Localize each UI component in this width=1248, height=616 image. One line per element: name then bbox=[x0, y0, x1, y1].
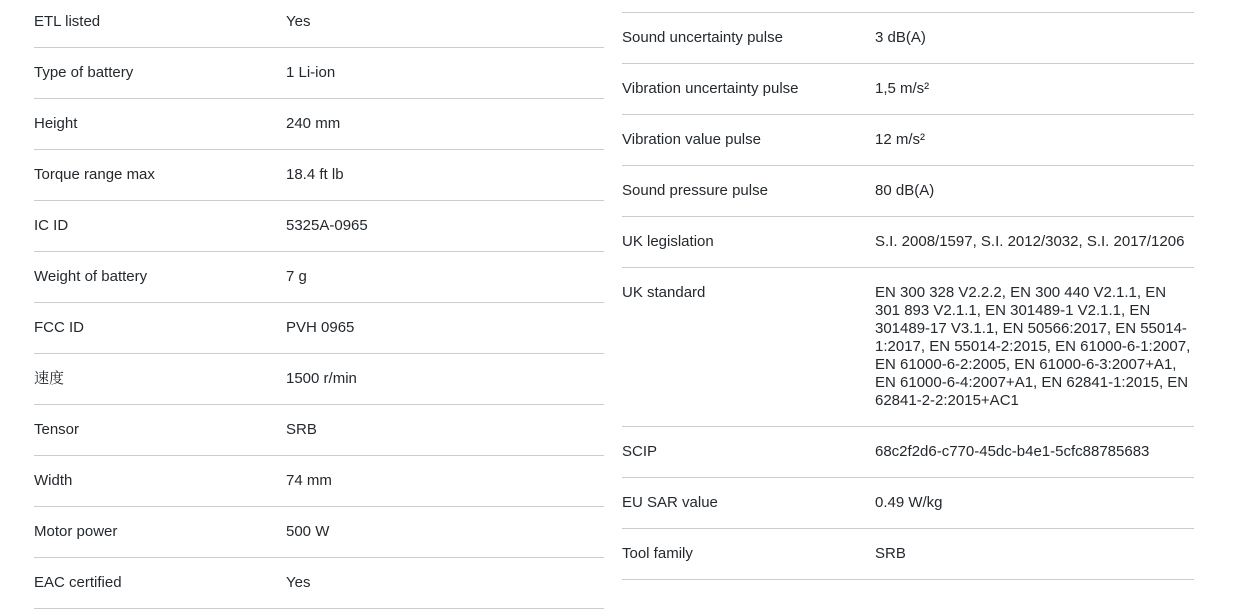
spec-row bbox=[34, 507, 604, 558]
spec-value: SRB bbox=[286, 421, 317, 438]
spec-value: 18.4 ft lb bbox=[286, 166, 344, 183]
spec-value: 1,5 m/s² bbox=[875, 80, 930, 97]
spec-row bbox=[34, 354, 604, 405]
spec-row bbox=[34, 405, 604, 456]
spec-label: Width bbox=[34, 472, 73, 489]
spec-label: 速度 bbox=[34, 370, 65, 387]
spec-label: IC ID bbox=[34, 217, 69, 234]
spec-row bbox=[34, 456, 604, 507]
spec-label: SCIP bbox=[622, 443, 658, 460]
spec-row bbox=[34, 48, 604, 99]
spec-value: 80 dB(A) bbox=[875, 182, 935, 199]
spec-label: Motor power bbox=[34, 523, 118, 540]
spec-label: Type of battery bbox=[34, 64, 134, 81]
spec-label: ETL listed bbox=[34, 13, 101, 30]
spec-value: 1 Li-ion bbox=[286, 64, 336, 81]
spec-label: Height bbox=[34, 115, 78, 132]
spec-value: 74 mm bbox=[286, 472, 332, 489]
spec-value: 5325A-0965 bbox=[286, 217, 368, 234]
spec-column-left bbox=[34, 0, 604, 609]
spec-value: SRB bbox=[875, 545, 906, 562]
spec-label: Tool family bbox=[622, 545, 693, 562]
spec-value: 0.49 W/kg bbox=[875, 494, 943, 511]
spec-value: 3 dB(A) bbox=[875, 29, 926, 46]
spec-label: EU SAR value bbox=[622, 494, 718, 511]
spec-row bbox=[622, 217, 1194, 268]
spec-value: 7 g bbox=[286, 268, 307, 285]
spec-row bbox=[622, 115, 1194, 166]
spec-value: EN 300 328 V2.2.2, EN 300 440 V2.1.1, EN 301 893 V2.1.1, EN 301489-1 V2.1.1, EN 301489-17 V3.1.1, EN 50566:2017, EN 55014-1:2017, EN 55014-2:2015, EN 61000-6-1:2007, EN 61000-6-2:2005, EN 61000-6-3:2007+A1, EN 61000-6-4:2007+A1, EN 62841-1:2015, EN 62841-2-2:2015+AC1 bbox=[875, 284, 1191, 409]
spec-value: Yes bbox=[286, 574, 311, 591]
spec-row bbox=[34, 303, 604, 354]
spec-row bbox=[622, 478, 1194, 529]
spec-value: S.I. 2008/1597, S.I. 2012/3032, S.I. 2017/1206 bbox=[875, 233, 1185, 250]
spec-label: Torque range max bbox=[34, 166, 155, 183]
spec-label: EAC certified bbox=[34, 574, 122, 591]
spec-label: Vibration value pulse bbox=[622, 131, 761, 148]
spec-label: Weight of battery bbox=[34, 268, 148, 285]
spec-value: 68c2f2d6-c770-45dc-b4e1-5cfc88785683 bbox=[875, 443, 1150, 460]
spec-label: Sound uncertainty pulse bbox=[622, 29, 783, 46]
spec-row bbox=[622, 529, 1194, 580]
spec-label: UK standard bbox=[622, 284, 706, 301]
spec-label: FCC ID bbox=[34, 319, 84, 336]
spec-value: 240 mm bbox=[286, 115, 341, 132]
spec-column-right bbox=[622, 12, 1194, 580]
spec-row bbox=[34, 201, 604, 252]
spec-label: Tensor bbox=[34, 421, 80, 438]
spec-row bbox=[34, 150, 604, 201]
spec-row bbox=[34, 252, 604, 303]
spec-row bbox=[34, 0, 604, 48]
spec-row bbox=[622, 166, 1194, 217]
spec-value: 500 W bbox=[286, 523, 330, 540]
spec-row bbox=[34, 558, 604, 609]
spec-row bbox=[622, 268, 1194, 427]
spec-row bbox=[622, 427, 1194, 478]
spec-label: Sound pressure pulse bbox=[622, 182, 768, 199]
spec-row bbox=[34, 99, 604, 150]
spec-value: 12 m/s² bbox=[875, 131, 926, 148]
spec-value: 1500 r/min bbox=[286, 370, 357, 387]
spec-value: Yes bbox=[286, 13, 311, 30]
spec-value: PVH 0965 bbox=[286, 319, 355, 336]
spec-row bbox=[622, 64, 1194, 115]
spec-label: UK legislation bbox=[622, 233, 714, 250]
spec-label: Vibration uncertainty pulse bbox=[622, 80, 799, 97]
spec-row bbox=[622, 13, 1194, 64]
